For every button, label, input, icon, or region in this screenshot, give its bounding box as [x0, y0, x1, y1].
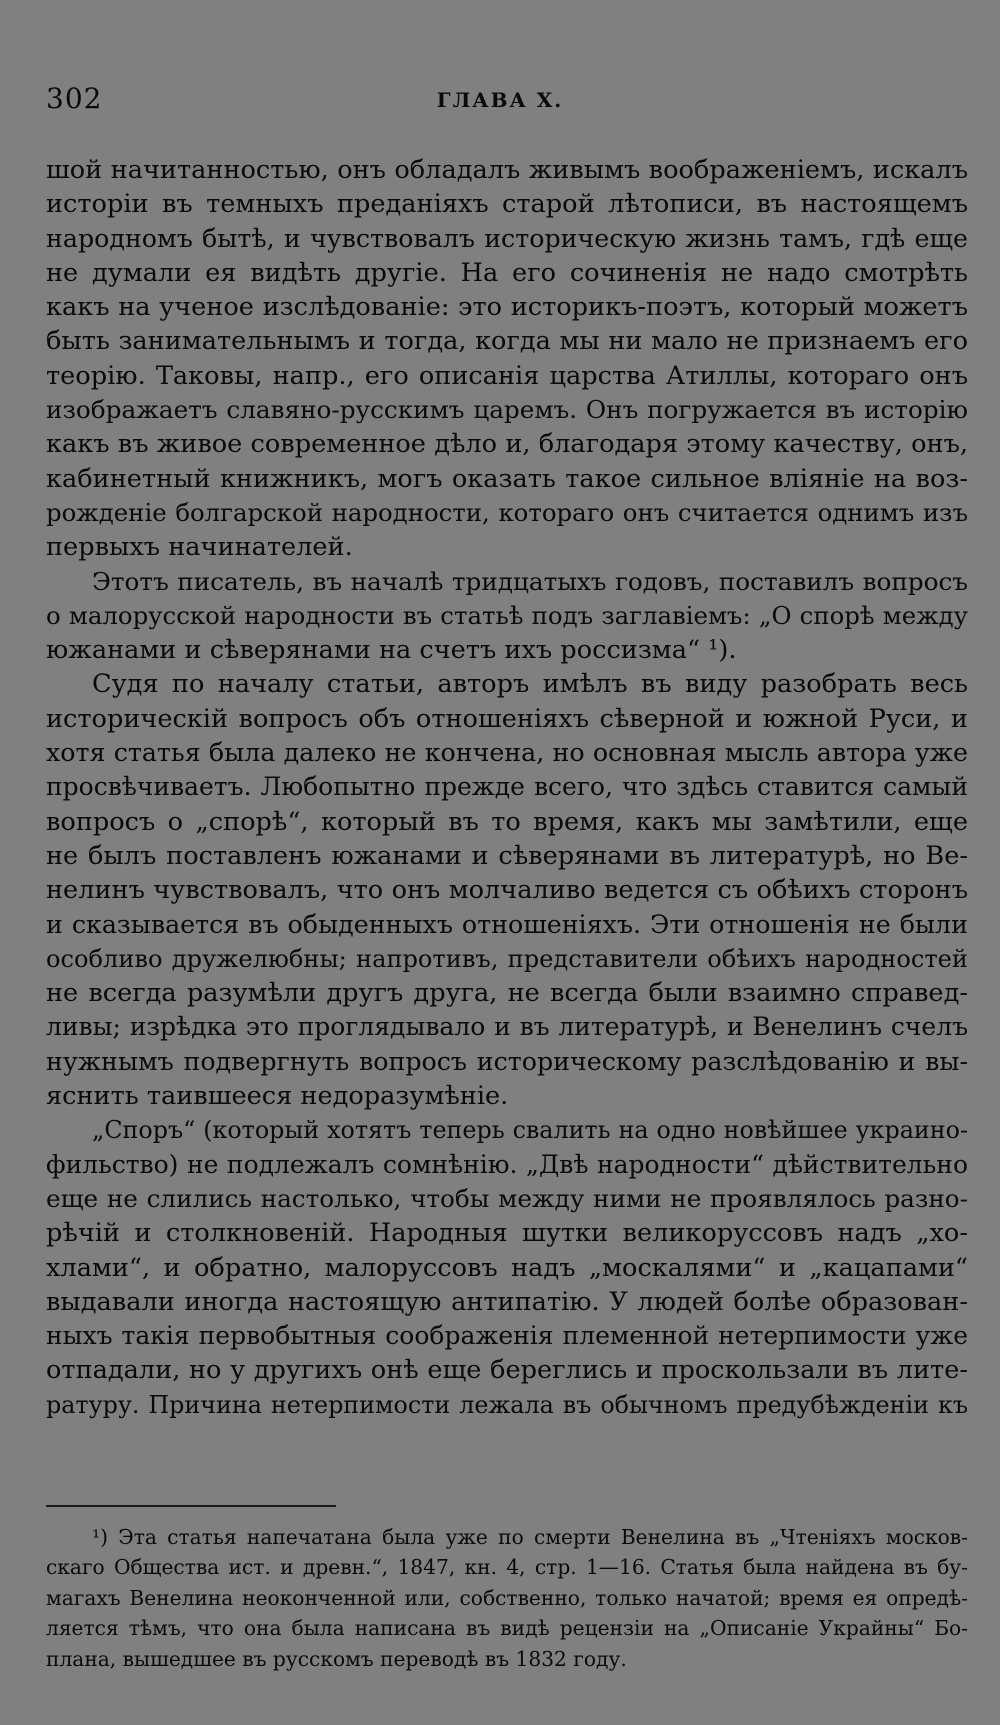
text-line: выдавали иногда настоящую антипатію. У людей болѣе образован-: [46, 1286, 968, 1317]
text-line: не былъ поставленъ южанами и сѣверянами въ литературѣ, но Ве-: [46, 840, 968, 871]
footnote-line: ляется тѣмъ, что она была написана въ видѣ рецензіи на „Описаніе Украйны“ Бо-: [46, 1616, 968, 1641]
text-line: „Споръ“ (который хотятъ теперь свалить на одно новѣйшее украино-: [92, 1116, 968, 1145]
text-line: не думали ея видѣть другіе. На его сочиненія не надо смотрѣть: [46, 257, 968, 288]
text-line: теорію. Таковы, напр., его описанія царства Атиллы, котораго онъ: [46, 360, 968, 391]
text-line: Этотъ писатель, въ началѣ тридцатыхъ годовъ, поставилъ вопросъ: [92, 566, 968, 596]
text-line: хлами“, и обратно, малоруссовъ надъ „москалями“ и „кацапами“: [46, 1252, 968, 1283]
chapter-title: ГЛАВА X.: [436, 88, 564, 112]
footnote-line: ¹) Эта статья напечатана была уже по смерти Венелина въ „Чтеніяхъ москов-: [92, 1525, 968, 1549]
text-line: историческій вопросъ объ отношеніяхъ сѣверной и южной Руси, и: [46, 703, 968, 734]
page-number: 302: [46, 82, 103, 115]
text-line: изображаетъ славяно-русскимъ царемъ. Онъ погружается въ исторію: [46, 395, 968, 425]
text-line: первыхъ начинателей.: [46, 532, 353, 563]
text-line: фильство) не подлежалъ сомнѣнію. „Двѣ народности“ дѣйствительно: [46, 1149, 968, 1179]
text-line: ратуру. Причина нетерпимости лежала въ обычномъ предубѣжденіи къ: [46, 1390, 968, 1419]
text-line: рожденіе болгарской народности, котораго онъ считается однимъ изъ: [46, 497, 968, 527]
text-line: яснить таившееся недоразумѣніе.: [46, 1081, 509, 1112]
text-line: быть занимательнымъ и тогда, когда мы ни мало не признаемъ его: [46, 326, 968, 357]
text-line: какъ на ученое изслѣдованіе: это историкъ-поэтъ, который можетъ: [46, 292, 968, 323]
text-line: народномъ бытѣ, и чувствовалъ историческую жизнь тамъ, гдѣ еще: [46, 223, 968, 253]
text-line: хотя статья была далеко не кончена, но основная мысль автора уже: [46, 738, 968, 768]
text-line: ныхъ такія первобытныя соображенія племенной нетерпимости уже: [46, 1321, 968, 1351]
body-text: [46, 153, 968, 1422]
text-line: кабинетный книжникъ, могъ оказать такое сильное вліяніе на воз-: [46, 463, 968, 494]
text-line: нелинъ чувствовалъ, что онъ молчаливо ведется съ обѣихъ сторонъ: [46, 875, 968, 906]
text-line: просвѣчиваетъ. Любопытно прежде всего, что здѣсь ставится самый: [46, 772, 968, 802]
text-line: ливы; изрѣдка это проглядывало и въ литературѣ, и Венелинъ счелъ: [46, 1012, 968, 1042]
text-line: еще не слились настолько, чтобы между ними не проявлялось разно-: [46, 1183, 968, 1213]
footnote-line: скаго Общества ист. и древн.“, 1847, кн. 4, стр. 1—16. Статья была найдена въ бу-: [46, 1555, 968, 1580]
footnote-line: магахъ Венелина неоконченной или, собственно, только начатой; время ея опредѣ-: [46, 1585, 968, 1610]
text-line: не всегда разумѣли другъ друга, не всегда были взаимно справед-: [46, 978, 968, 1009]
text-line: нужнымъ подвергнуть вопросъ историческому разслѣдованію и вы-: [46, 1046, 968, 1076]
text-line: рѣчій и столкновеній. Народныя шутки великоруссовъ надъ „хо-: [46, 1218, 968, 1249]
running-header: [46, 82, 966, 122]
text-line: Судя по началу статьи, авторъ имѣлъ въ виду разобрать весь: [92, 669, 968, 700]
text-line: отпадали, но у другихъ онѣ еще берeглись и проскользали въ лите-: [46, 1355, 968, 1386]
text-line: вопросъ о „спорѣ“, который въ то время, какъ мы замѣтили, еще: [46, 806, 968, 837]
footnote-divider: [46, 1505, 336, 1507]
footnote: [46, 1522, 968, 1674]
text-line: какъ въ живое современное дѣло и, благодаря этому качеству, онъ,: [46, 429, 968, 460]
footnote-line: плана, вышедшее въ русскомъ переводѣ въ 1832 году.: [46, 1646, 627, 1671]
text-line: южанами и сѣверянами на счетъ ихъ россизма“ ¹).: [46, 635, 737, 666]
text-line: шой начитанностью, онъ обладалъ живымъ воображеніемъ, искалъ: [46, 155, 968, 185]
text-line: исторіи въ темныхъ преданіяхъ старой лѣтописи, въ настоящемъ: [46, 189, 968, 220]
text-line: особливо дружелюбны; напротивъ, представители обѣихъ народностей: [46, 944, 968, 973]
text-line: и сказывается въ обыденныхъ отношеніяхъ. Эти отношенія не были: [46, 909, 968, 939]
text-line: о малорусской народности въ статьѣ подъ заглавіемъ: „О спорѣ между: [46, 600, 968, 630]
